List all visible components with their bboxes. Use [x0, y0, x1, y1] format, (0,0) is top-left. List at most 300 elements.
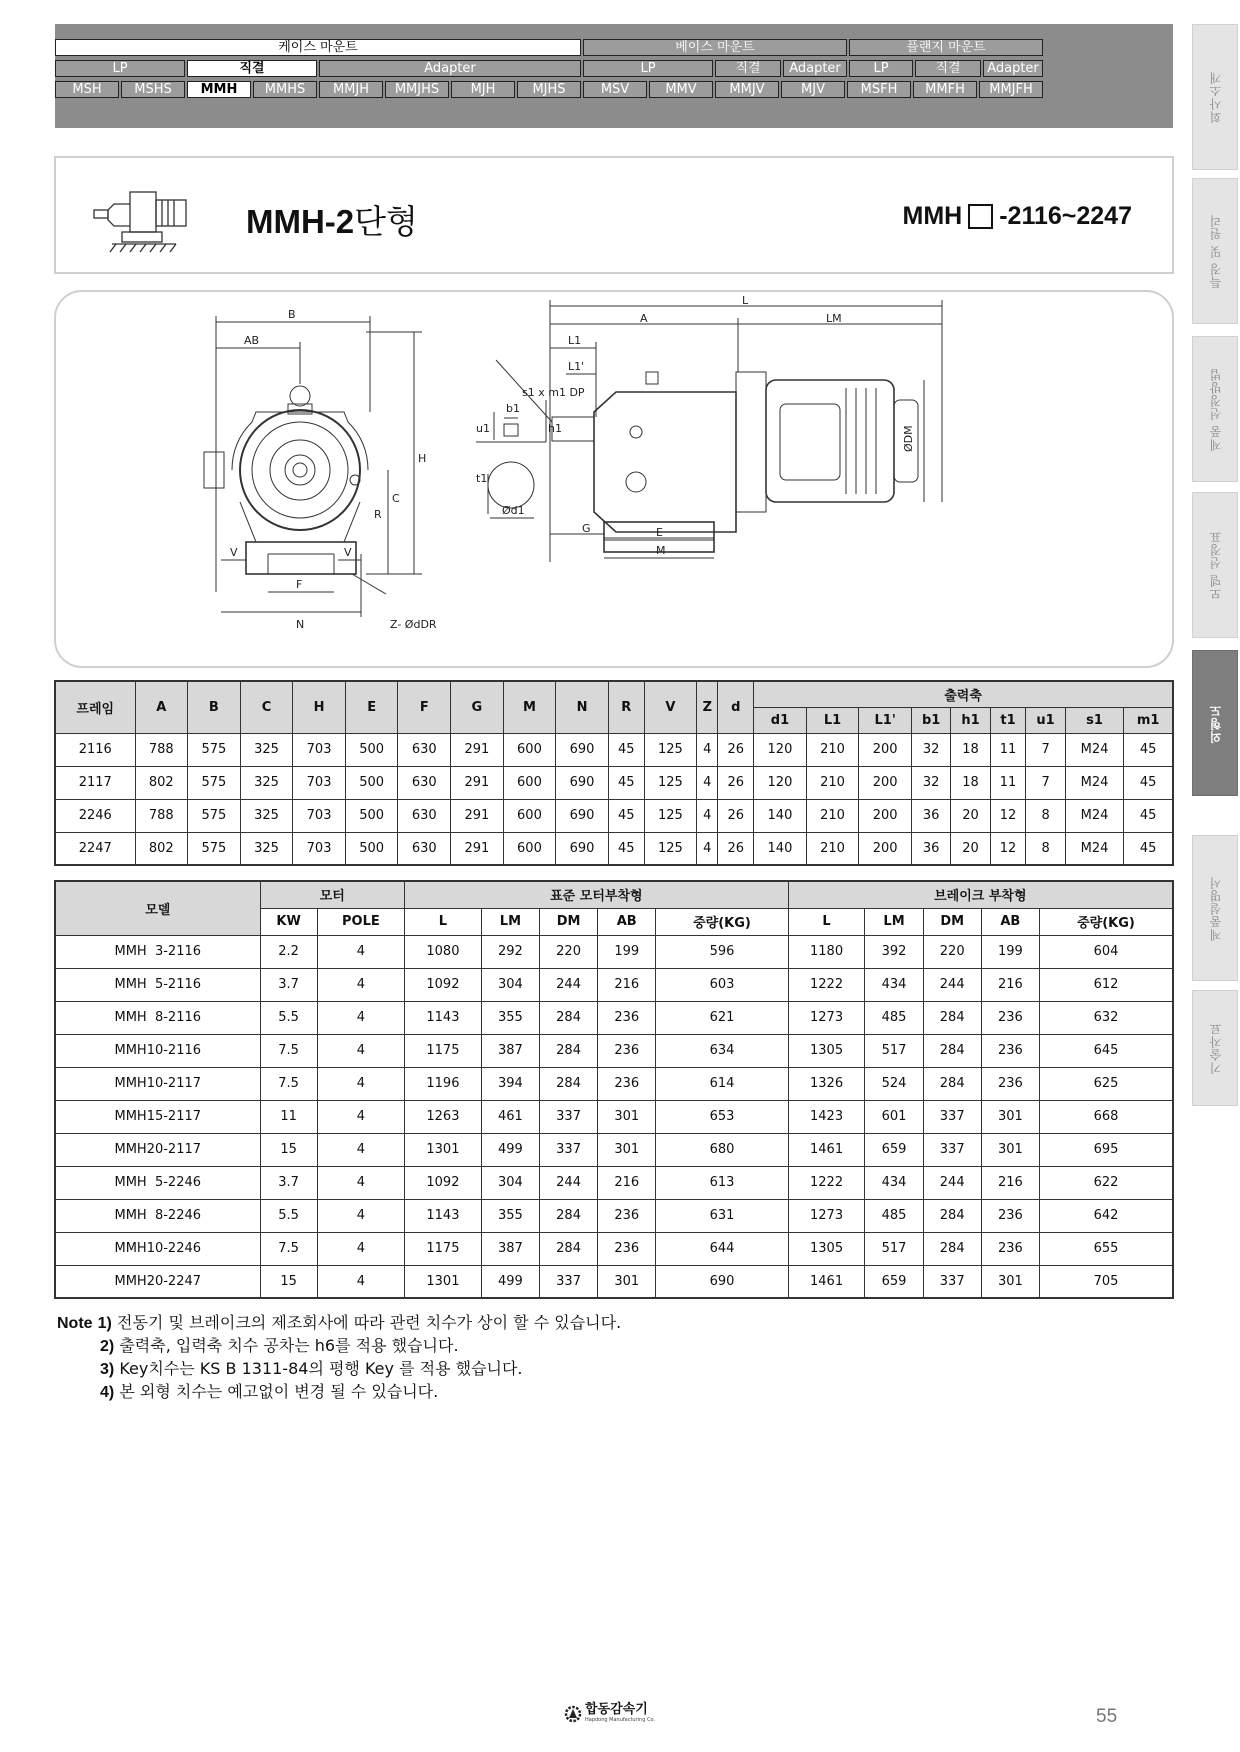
side-tab-label: 제품 선정방법 [1208, 367, 1223, 451]
table-cell: 199 [598, 935, 656, 968]
table-cell: 1305 [788, 1034, 865, 1067]
table-cell: 2247 [55, 832, 135, 865]
table-cell: 625 [1039, 1067, 1173, 1100]
table-cell: 7.5 [260, 1067, 317, 1100]
table-cell: 485 [865, 1199, 923, 1232]
note-prefix: Note [57, 1315, 93, 1332]
nav-group-2[interactable]: 플랜지 마운트 [849, 39, 1043, 56]
table-cell: 125 [644, 733, 697, 766]
shaft-col-header: b1 [911, 707, 950, 733]
table-cell: 600 [503, 832, 556, 865]
table-cell: 325 [240, 832, 293, 865]
table-row [55, 799, 1173, 832]
table-cell: 244 [923, 1166, 981, 1199]
table-cell: 1143 [405, 1199, 482, 1232]
table-cell: 387 [481, 1232, 539, 1265]
model-placeholder-box [968, 204, 993, 229]
frame-col-header: d [718, 681, 754, 733]
table-cell: 337 [539, 1100, 597, 1133]
table-cell: 7.5 [260, 1232, 317, 1265]
dim-label-t1: t1 [476, 472, 488, 485]
table-cell: 292 [481, 935, 539, 968]
table-cell: 26 [718, 733, 754, 766]
table-cell: 1301 [405, 1265, 482, 1298]
table-cell: 26 [718, 766, 754, 799]
side-tab-6[interactable] [1192, 990, 1238, 1106]
table-cell: 140 [754, 832, 807, 865]
nav-group-1[interactable]: 베이스 마운트 [583, 39, 847, 56]
dim-label-n: N [296, 618, 305, 631]
table-cell: 575 [188, 832, 241, 865]
dim-label-h: H [418, 452, 427, 465]
table-cell: 4 [697, 733, 718, 766]
table-cell: 612 [1039, 968, 1173, 1001]
table-cell: 630 [398, 733, 451, 766]
frame-col-header: Z [697, 681, 718, 733]
table-cell: 220 [923, 935, 981, 968]
frame-col-header: H [293, 681, 346, 733]
table-cell: 15 [260, 1133, 317, 1166]
table-cell: 7 [1026, 733, 1065, 766]
dim-col-header: LM [865, 908, 923, 935]
nav-model-mmv[interactable]: MMV [649, 81, 713, 98]
dim-col-header: AB [981, 908, 1039, 935]
table-row [55, 733, 1173, 766]
dim-label-e: E [656, 526, 663, 539]
side-tab-label: 모델 선정표 [1208, 530, 1223, 600]
note-text: 출력축, 입력축 치수 공차는 h6를 적용 했습니다. [119, 1336, 459, 1355]
table-cell: 517 [865, 1034, 923, 1067]
table-cell: 45 [608, 832, 644, 865]
dim-label-h1: h1 [548, 422, 562, 435]
table-cell: 45 [608, 799, 644, 832]
dim-label-a: A [640, 312, 648, 325]
model-name-cell: MMH10-2116 [55, 1034, 260, 1067]
nav-model-msh[interactable]: MSH [55, 81, 119, 98]
table-cell: 5.5 [260, 1199, 317, 1232]
table-cell: 200 [859, 733, 912, 766]
table-cell: 236 [981, 1199, 1039, 1232]
table-cell: 125 [644, 832, 697, 865]
shaft-col-header: m1 [1124, 707, 1173, 733]
table-cell: 18 [951, 733, 990, 766]
table-cell: 4 [697, 766, 718, 799]
nav-subgroup-4[interactable]: 직결 [715, 60, 781, 77]
motor-col-header: KW [260, 908, 317, 935]
nav-group-0[interactable]: 케이스 마운트 [55, 39, 581, 56]
table-cell: 325 [240, 766, 293, 799]
table-cell: 500 [345, 832, 398, 865]
brake-motor-header: 브레이크 부착형 [788, 881, 1173, 908]
table-cell: 705 [1039, 1265, 1173, 1298]
nav-model-mjh[interactable]: MJH [451, 81, 515, 98]
table-cell: 461 [481, 1100, 539, 1133]
table-cell: 200 [859, 799, 912, 832]
table-cell: 45 [1124, 733, 1173, 766]
table-cell: 284 [539, 1067, 597, 1100]
motor-header: 모터 [260, 881, 405, 908]
table-cell: 655 [1039, 1232, 1173, 1265]
table-cell: 575 [188, 799, 241, 832]
table-cell: 1423 [788, 1100, 865, 1133]
table-cell: 45 [608, 733, 644, 766]
table-row [55, 1067, 1173, 1100]
notes [57, 1312, 621, 1404]
table-cell: 4 [317, 1166, 404, 1199]
dim-col-header: 중량(KG) [656, 908, 788, 935]
company-name-en: Hapdong Manufacturing Co. [585, 1717, 656, 1723]
model-name-cell: MMH15-2117 [55, 1100, 260, 1133]
side-tab-label: 제품설명서 [1208, 875, 1223, 941]
table-cell: 4 [317, 1133, 404, 1166]
nav-model-mmhs[interactable]: MMHS [253, 81, 317, 98]
table-cell: 301 [598, 1265, 656, 1298]
dim-col-header: LM [481, 908, 539, 935]
table-cell: 36 [911, 832, 950, 865]
table-cell: 499 [481, 1265, 539, 1298]
table-cell: 2117 [55, 766, 135, 799]
table-cell: 630 [398, 766, 451, 799]
model-name-cell: MMH 8-2116 [55, 1001, 260, 1034]
frame-col-header: 프레임 [55, 681, 135, 733]
note-text: Key치수는 KS B 1311-84의 평행 Key 를 적용 했습니다. [119, 1359, 523, 1378]
table-row [55, 1265, 1173, 1298]
table-cell: 304 [481, 968, 539, 1001]
table-cell: 284 [923, 1001, 981, 1034]
table-cell: 301 [598, 1133, 656, 1166]
table-cell: 596 [656, 935, 788, 968]
table-cell: 236 [981, 1067, 1039, 1100]
table-cell: 2116 [55, 733, 135, 766]
note-number: 3) [100, 1361, 115, 1378]
table-cell: 32 [911, 733, 950, 766]
nav-subgroup-3[interactable]: LP [583, 60, 713, 77]
side-tab-label: 외형도 [1208, 703, 1223, 743]
table-cell: 236 [981, 1034, 1039, 1067]
table-row [55, 1133, 1173, 1166]
table-cell: 1263 [405, 1100, 482, 1133]
side-tab-4[interactable] [1192, 650, 1238, 796]
table-cell: 695 [1039, 1133, 1173, 1166]
dim-label-r: R [374, 508, 382, 521]
company-name: 합동감속기 [585, 1702, 648, 1717]
dimension-drawing [54, 290, 1174, 668]
dim-label-b1: b1 [506, 402, 520, 415]
nav-model-mmjh[interactable]: MMJH [319, 81, 383, 98]
table-cell: 291 [451, 766, 504, 799]
note-line [57, 1335, 621, 1358]
standard-motor-header: 표준 모터부착형 [405, 881, 789, 908]
table-cell: 802 [135, 766, 188, 799]
table-cell: 244 [539, 968, 597, 1001]
note-line [57, 1312, 621, 1335]
table-cell: 630 [398, 799, 451, 832]
table-cell: 337 [923, 1265, 981, 1298]
model-range: -2116~2247 [999, 202, 1132, 230]
table-cell: 642 [1039, 1199, 1173, 1232]
dim-col-header: 중량(KG) [1039, 908, 1173, 935]
dim-label-lm: LM [826, 312, 842, 325]
table-cell: 1143 [405, 1001, 482, 1034]
table-cell: 337 [539, 1265, 597, 1298]
page-title: MMH-2단형 [246, 202, 418, 241]
model-name-cell: MMH 5-2116 [55, 968, 260, 1001]
nav-model-mjhs[interactable]: MJHS [517, 81, 581, 98]
table-cell: 4 [317, 1199, 404, 1232]
table-cell: 500 [345, 766, 398, 799]
model-name-cell: MMH20-2117 [55, 1133, 260, 1166]
table-cell: 659 [865, 1133, 923, 1166]
table-cell: 703 [293, 733, 346, 766]
table-cell: 788 [135, 733, 188, 766]
table-cell: 1461 [788, 1133, 865, 1166]
dim-label-b: B [288, 308, 296, 321]
table-row [55, 766, 1173, 799]
side-tab-0[interactable] [1192, 24, 1238, 170]
reducer-thumbnail-icon [86, 178, 196, 258]
nav-model-mmjfh[interactable]: MMJFH [979, 81, 1043, 98]
frame-col-header: E [345, 681, 398, 733]
table-cell: 630 [398, 832, 451, 865]
table-cell: 434 [865, 1166, 923, 1199]
note-text: 전동기 및 브레이크의 제조회사에 따라 관련 치수가 상이 할 수 있습니다. [116, 1313, 622, 1332]
page-number: 55 [1096, 1706, 1118, 1727]
table-cell: 199 [981, 935, 1039, 968]
nav-model-msv[interactable]: MSV [583, 81, 647, 98]
table-cell: 668 [1039, 1100, 1173, 1133]
product-nav [55, 24, 1173, 128]
company-logo [564, 1703, 655, 1724]
dim-label-v-left: V [230, 546, 238, 559]
table-cell: 644 [656, 1232, 788, 1265]
table-cell: 200 [859, 766, 912, 799]
dim-label-dm: ØDM [902, 425, 915, 452]
table-cell: 210 [806, 799, 859, 832]
side-tab-1[interactable] [1192, 178, 1238, 324]
shaft-col-header: t1 [990, 707, 1026, 733]
table-cell: 15 [260, 1265, 317, 1298]
nav-model-mmfh[interactable]: MMFH [913, 81, 977, 98]
table-cell: 394 [481, 1067, 539, 1100]
table-cell: 125 [644, 766, 697, 799]
table-cell: 210 [806, 733, 859, 766]
table-cell: 304 [481, 1166, 539, 1199]
table-cell: 7 [1026, 766, 1065, 799]
model-name-cell: MMH10-2246 [55, 1232, 260, 1265]
table-cell: 434 [865, 968, 923, 1001]
table-cell: 284 [539, 1232, 597, 1265]
frame-col-header: F [398, 681, 451, 733]
dim-col-header: L [788, 908, 865, 935]
output-shaft-header: 출력축 [754, 681, 1173, 707]
side-tab-label: 기술자료 [1208, 1022, 1223, 1074]
nav-model-mmjv[interactable]: MMJV [715, 81, 779, 98]
table-cell: 1326 [788, 1067, 865, 1100]
dim-label-c: C [392, 492, 400, 505]
frame-dimension-table [54, 680, 1174, 866]
nav-subgroup-6[interactable]: LP [849, 60, 913, 77]
dim-label-d1: Ød1 [502, 504, 525, 517]
table-cell: 11 [990, 733, 1026, 766]
table-cell: 575 [188, 733, 241, 766]
table-cell: 645 [1039, 1034, 1173, 1067]
table-cell: 600 [503, 766, 556, 799]
table-row [55, 1199, 1173, 1232]
table-cell: 236 [598, 1001, 656, 1034]
table-cell: 690 [556, 766, 609, 799]
dim-label-u1: u1 [476, 422, 490, 435]
table-cell: 4 [317, 1232, 404, 1265]
frame-col-header: M [503, 681, 556, 733]
nav-subgroup-0[interactable]: LP [55, 60, 185, 77]
table-cell: 125 [644, 799, 697, 832]
table-cell: 236 [981, 1001, 1039, 1034]
table-row [55, 1001, 1173, 1034]
table-cell: 291 [451, 832, 504, 865]
table-cell: 216 [981, 1166, 1039, 1199]
table-cell: 236 [598, 1034, 656, 1067]
table-row [55, 968, 1173, 1001]
nav-model-mjv[interactable]: MJV [781, 81, 845, 98]
dim-label-m: M [656, 544, 666, 557]
shaft-col-header: s1 [1065, 707, 1124, 733]
table-cell: 631 [656, 1199, 788, 1232]
dim-label-v-right: V [344, 546, 352, 559]
nav-model-msfh[interactable]: MSFH [847, 81, 911, 98]
table-cell: 11 [260, 1100, 317, 1133]
model-name-cell: MMH10-2117 [55, 1067, 260, 1100]
dim-col-header: DM [539, 908, 597, 935]
dim-label-l1: L1 [568, 334, 582, 347]
side-tab-2[interactable] [1192, 336, 1238, 482]
side-tab-label: 회사소개 [1208, 71, 1223, 123]
table-cell: 690 [656, 1265, 788, 1298]
shaft-col-header: h1 [951, 707, 990, 733]
table-cell: 601 [865, 1100, 923, 1133]
table-cell: 284 [923, 1034, 981, 1067]
table-row [55, 1232, 1173, 1265]
table-cell: 634 [656, 1034, 788, 1067]
model-range-title [903, 202, 1133, 231]
table-cell: 216 [598, 968, 656, 1001]
dim-label-z: Z- ØdDR [390, 618, 437, 631]
table-cell: 2246 [55, 799, 135, 832]
nav-model-mmh[interactable]: MMH [187, 81, 251, 98]
table-cell: 1092 [405, 1166, 482, 1199]
nav-model-mmjhs[interactable]: MMJHS [385, 81, 449, 98]
table-cell: 1222 [788, 1166, 865, 1199]
table-cell: 120 [754, 733, 807, 766]
dim-label-l1-prime: L1' [568, 360, 585, 373]
table-cell: 301 [981, 1100, 1039, 1133]
table-cell: M24 [1065, 832, 1124, 865]
table-cell: 703 [293, 832, 346, 865]
nav-model-mshs[interactable]: MSHS [121, 81, 185, 98]
note-number: 1) [97, 1315, 112, 1332]
table-cell: M24 [1065, 733, 1124, 766]
table-cell: 1175 [405, 1034, 482, 1067]
nav-subgroup-5[interactable]: Adapter [783, 60, 847, 77]
table-cell: 4 [317, 1265, 404, 1298]
shaft-col-header: d1 [754, 707, 807, 733]
table-cell: 485 [865, 1001, 923, 1034]
table-cell: 284 [539, 1199, 597, 1232]
table-cell: 632 [1039, 1001, 1173, 1034]
table-cell: 337 [923, 1100, 981, 1133]
model-col-header: 모델 [55, 881, 260, 935]
side-tab-3[interactable] [1192, 492, 1238, 638]
table-cell: 236 [598, 1232, 656, 1265]
table-cell: 1273 [788, 1199, 865, 1232]
table-cell: 284 [923, 1067, 981, 1100]
table-cell: 45 [608, 766, 644, 799]
table-cell: 690 [556, 733, 609, 766]
table-cell: 499 [481, 1133, 539, 1166]
dim-label-ab: AB [244, 334, 260, 347]
table-cell: 622 [1039, 1166, 1173, 1199]
table-cell: 301 [981, 1265, 1039, 1298]
frame-col-header: G [451, 681, 504, 733]
table-cell: 524 [865, 1067, 923, 1100]
table-cell: 355 [481, 1001, 539, 1034]
nav-subgroup-8[interactable]: Adapter [983, 60, 1043, 77]
table-cell: 614 [656, 1067, 788, 1100]
table-cell: 3.7 [260, 968, 317, 1001]
table-cell: 45 [1124, 766, 1173, 799]
table-cell: 690 [556, 832, 609, 865]
table-cell: 613 [656, 1166, 788, 1199]
gear-logo-icon [564, 1705, 582, 1723]
nav-subgroup-1[interactable]: 직결 [187, 60, 317, 77]
model-dimension-table [54, 880, 1174, 1299]
model-prefix: MMH [902, 202, 963, 230]
frame-col-header: B [188, 681, 241, 733]
side-tab-label: 특징 및 원리 [1208, 213, 1223, 289]
table-cell: 284 [923, 1232, 981, 1265]
table-cell: 1301 [405, 1133, 482, 1166]
table-cell: 392 [865, 935, 923, 968]
table-cell: 120 [754, 766, 807, 799]
table-row [55, 1034, 1173, 1067]
dim-label-f: F [296, 578, 303, 591]
note-line [57, 1381, 621, 1404]
note-number: 2) [100, 1338, 115, 1355]
table-cell: 244 [923, 968, 981, 1001]
table-cell: 45 [1124, 832, 1173, 865]
table-cell: 680 [656, 1133, 788, 1166]
nav-subgroup-2[interactable]: Adapter [319, 60, 581, 77]
table-cell: 703 [293, 766, 346, 799]
table-cell: 355 [481, 1199, 539, 1232]
table-cell: 1305 [788, 1232, 865, 1265]
dim-label-l: L [742, 294, 749, 307]
table-cell: 2.2 [260, 935, 317, 968]
table-cell: 236 [598, 1199, 656, 1232]
model-name-cell: MMH 5-2246 [55, 1166, 260, 1199]
nav-subgroup-7[interactable]: 직결 [915, 60, 981, 77]
table-cell: 32 [911, 766, 950, 799]
table-cell: 12 [990, 799, 1026, 832]
motor-col-header: POLE [317, 908, 404, 935]
table-cell: 4 [317, 935, 404, 968]
side-tab-5[interactable] [1192, 835, 1238, 981]
dim-label-key: s1 x m1 DP [522, 386, 585, 399]
note-line [57, 1358, 621, 1381]
table-cell: 600 [503, 799, 556, 832]
table-cell: 1092 [405, 968, 482, 1001]
shaft-col-header: u1 [1026, 707, 1065, 733]
table-cell: 200 [859, 832, 912, 865]
